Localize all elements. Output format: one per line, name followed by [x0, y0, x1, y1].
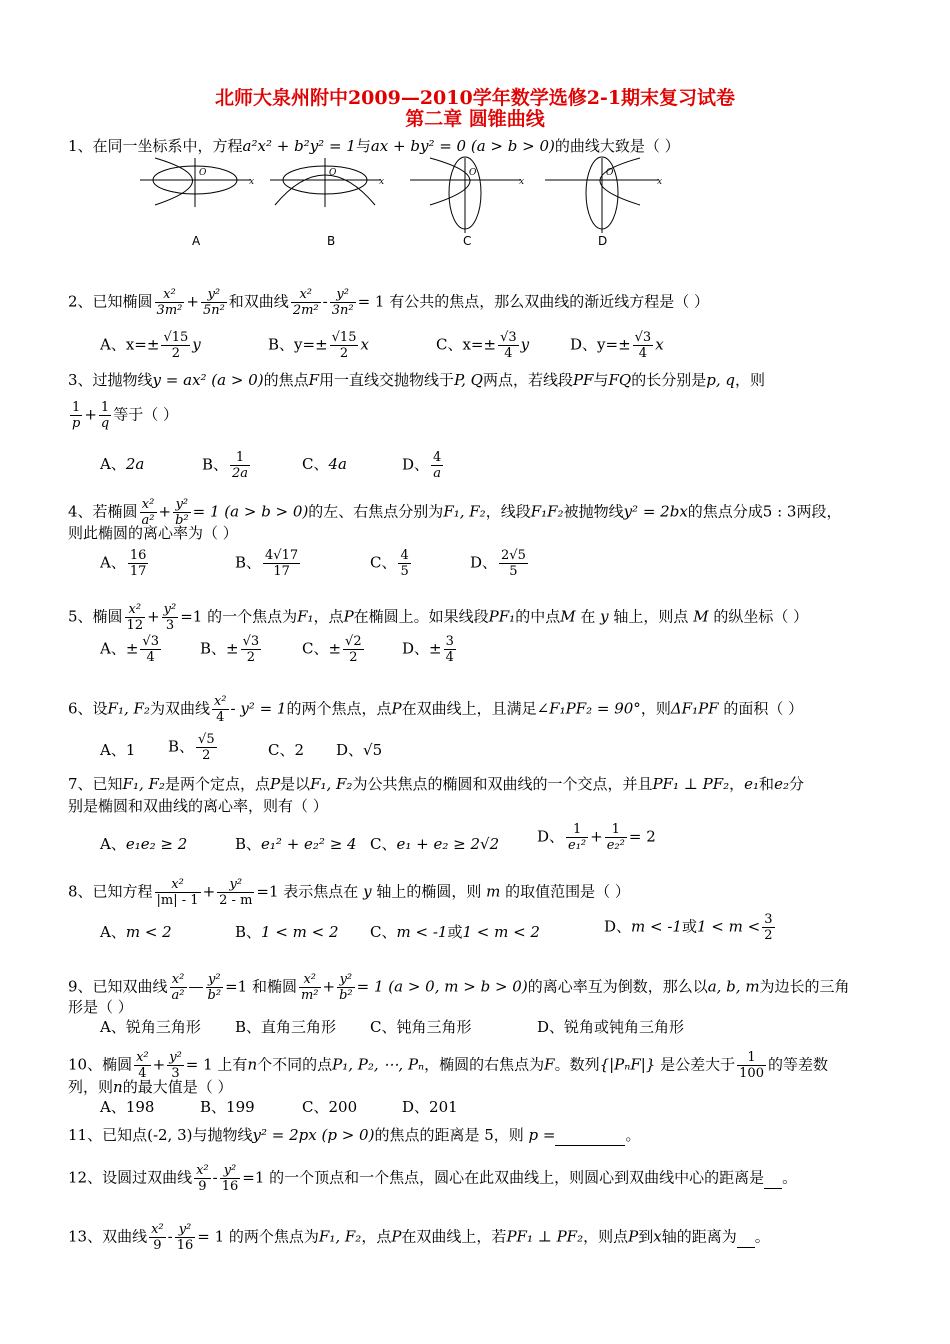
question-7-line2: 别是椭圆和双曲线的离心率，则有（ ） [68, 797, 328, 815]
q4-option-d[interactable]: D、 $\frac{2√5}{5}$ [470, 548, 526, 579]
q11-answer-blank[interactable] [555, 1125, 625, 1146]
question-3: 3、过抛物线y = ax² (a > 0)的焦点F用一直线交抛物线于P, Q两点，若线段PF与FQ的长分别是p, q，则 [68, 371, 765, 389]
q10-option-b[interactable]: B、199 [200, 1098, 255, 1116]
question-10: 10、椭圆 $\frac{\text{x²}}{4}$ + $\frac{\text{y²}}{3}$ = 1 上有n个不同的点P₁, P₂, ⋯, Pₙ，椭圆的右焦点为F。数列{|PₙF|} 是公差大于 $\frac{1}{100}$ 的等差数 [68, 1050, 828, 1081]
question-12: 12、设圆过双曲线 $\frac{\text{x²}}{9}$ - $\frac{\text{y²}}{16}$ =1 的一个顶点和一个焦点，圆心在此双曲线上，则圆心到双曲线中心的距离是 。 [68, 1163, 798, 1194]
q8-option-b[interactable]: B、1 < m < 2 [235, 923, 339, 941]
q10-option-c[interactable]: C、200 [302, 1098, 358, 1116]
q2-option-c[interactable]: C、x=± $\frac{√3}{4}$ y [436, 330, 530, 361]
q4-option-c[interactable]: C、 $\frac{4}{5}$ [370, 548, 409, 579]
q6-option-d[interactable]: D、√5 [336, 741, 383, 759]
graph-c-x: x [519, 177, 525, 187]
q3-option-a[interactable]: A、2a [100, 455, 145, 473]
graph-c [405, 155, 530, 235]
q9-option-c[interactable]: C、钝角三角形 [370, 1018, 472, 1036]
q10-option-d[interactable]: D、201 [402, 1098, 458, 1116]
question-13: 13、双曲线 $\frac{\text{x²}}{9}$ - $\frac{\text{y²}}{16}$ = 1 的两个焦点为F₁, F₂，点P在双曲线上，若PF₁ ⊥ PF₂，则点P到x轴的距离为 。 [68, 1222, 770, 1253]
q7-option-a[interactable]: A、e₁e₂ ≥ 2 [100, 835, 188, 853]
exam-title: 北师大泉州附中2009—2010学年数学选修2-1期末复习试卷 [214, 87, 736, 109]
q4-option-b[interactable]: B、 $\frac{4√17}{17}$ [235, 548, 299, 579]
q3-option-d[interactable]: D、 $\frac{4}{a}$ [402, 450, 442, 481]
q6-option-c[interactable]: C、2 [268, 741, 305, 759]
q5-option-d[interactable]: D、± $\frac{3}{4}$ [402, 634, 454, 665]
chapter-title: 第二章 圆锥曲线 [405, 108, 545, 130]
graph-b-origin: O [329, 168, 337, 178]
graph-c-origin: O [469, 168, 477, 178]
q10-option-a[interactable]: A、198 [100, 1098, 155, 1116]
q8-option-a[interactable]: A、m < 2 [100, 923, 172, 941]
q3-option-c[interactable]: C、4a [302, 455, 347, 473]
q6-option-a[interactable]: A、1 [100, 741, 136, 759]
question-10-line2: 列，则n的最大值是（ ） [68, 1078, 233, 1096]
question-9-line2: 形是（ ） [68, 998, 133, 1016]
q8-option-c[interactable]: C、m < -1或1 < m < 2 [370, 923, 540, 941]
graph-d-origin: O [606, 168, 614, 178]
graph-a [135, 155, 260, 210]
q6-option-b[interactable]: B、 $\frac{√5}{2}$ [168, 732, 215, 763]
q2-option-a[interactable]: A、x=± $\frac{√15}{2}$ y [100, 330, 201, 361]
graph-a-x: x [249, 177, 255, 187]
graph-label-d: D [598, 234, 608, 248]
q7-option-d[interactable]: D、 $\frac{1}{\text{e₁²}}$ + $\frac{1}{\text{e₂²}}$ = 2 [537, 822, 656, 853]
question-7: 7、已知F₁, F₂是两个定点，点P是以F₁, F₂为公共焦点的椭圆和双曲线的一个交点，并且PF₁ ⊥ PF₂，e₁和e₂分 [68, 775, 804, 793]
q7-option-c[interactable]: C、e₁ + e₂ ≥ 2√2 [370, 835, 500, 853]
question-4: 4、若椭圆 $\frac{\text{x²}}{\text{a²}}$ + $\frac{\text{y²}}{\text{b²}}$ = 1 (a > b > 0)的左、右焦点分别为F₁, F₂，线段F₁F₂被抛物线y² = 2bx的焦点分成5 : 3两段， [68, 497, 842, 528]
graph-d-x: x [657, 177, 663, 187]
question-9: 9、已知双曲线 $\frac{\text{x²}}{\text{a²}}$ — $\frac{\text{y²}}{\text{b²}}$ =1 和椭圆 $\frac{\text{x²}}{\text{m²}}$ + $\frac{\text{y²}}{\text{b²}}$ = 1 (a > 0, m > b > 0)的离心率互为倒数，那么以a, b, m为边长的三角 [68, 972, 850, 1003]
question-8: 8、已知方程 $\frac{\text{x²}}{|m| - 1}$ + $\frac{\text{y²}}{2 - m}$ =1 表示焦点在 y 轴上的椭圆，则 m 的取值范围是（ ） [68, 877, 630, 908]
graph-b [265, 155, 390, 210]
q2-option-d[interactable]: D、y=± $\frac{√3}{4}$ x [570, 330, 664, 361]
question-4-line2: 则此椭圆的离心率为（ ） [68, 524, 238, 542]
q12-answer-blank[interactable] [764, 1168, 782, 1189]
q9-option-b[interactable]: B、直角三角形 [235, 1018, 337, 1036]
question-1: 1、在同一坐标系中，方程a²x² + b²y² = 1与ax + by² = 0 (a > b > 0)的曲线大致是（ ） [68, 137, 680, 155]
graph-label-a: A [192, 234, 201, 248]
q5-option-b[interactable]: B、± $\frac{√3}{2}$ [200, 634, 260, 665]
q3-option-b[interactable]: B、 $\frac{1}{2a}$ [202, 450, 249, 481]
question-6: 6、设F₁, F₂为双曲线 $\frac{\text{x²}}{4}$ - y² = 1的两个焦点，点P在双曲线上，且满足∠F₁PF₂ = 90°，则ΔF₁PF 的面积（ ） [68, 694, 804, 725]
graph-a-origin: O [199, 168, 207, 178]
question-2: 2、已知椭圆 $\frac{\text{x²}}{\text{3m²}}$ + $\frac{\text{y²}}{\text{5n²}}$ 和双曲线 $\frac{\text{x²}}{\text{2m²}}$ - $\frac{\text{y²}}{\text{3n²}}$ = 1 有公共的焦点，那么双曲线的渐近线方程是（ ） [68, 287, 709, 318]
graph-d [540, 155, 665, 235]
q8-option-d[interactable]: D、m < -1或1 < m < $\frac{3}{2}$ [604, 912, 773, 943]
graph-b-x: x [379, 177, 385, 187]
q5-option-a[interactable]: A、± $\frac{√3}{4}$ [100, 634, 159, 665]
q9-option-a[interactable]: A、锐角三角形 [100, 1018, 201, 1036]
graph-label-b: B [327, 234, 336, 248]
q2-option-b[interactable]: B、y=± $\frac{√15}{2}$ x [268, 330, 369, 361]
graph-label-c: C [463, 234, 472, 248]
question-3-line2: $\frac{1}{p}$ + $\frac{1}{q}$ 等于（ ） [72, 400, 179, 431]
q7-option-b[interactable]: B、e₁² + e₂² ≥ 4 [235, 835, 357, 853]
q9-option-d[interactable]: D、锐角或钝角三角形 [537, 1018, 685, 1036]
question-5: 5、椭圆 $\frac{\text{x²}}{12}$ + $\frac{\text{y²}}{3}$ =1 的一个焦点为F₁，点P在椭圆上。如果线段PF₁的中点M 在 y 轴上，则点 M 的纵坐标（ ） [68, 602, 809, 633]
q13-answer-blank[interactable] [737, 1227, 755, 1248]
q5-option-c[interactable]: C、± $\frac{√2}{2}$ [302, 634, 362, 665]
question-11: 11、已知点(-2, 3)与抛物线y² = 2px (p > 0)的焦点的距离是 5，则 p = 。 [68, 1126, 641, 1144]
q4-option-a[interactable]: A、 $\frac{16}{17}$ [100, 548, 147, 579]
